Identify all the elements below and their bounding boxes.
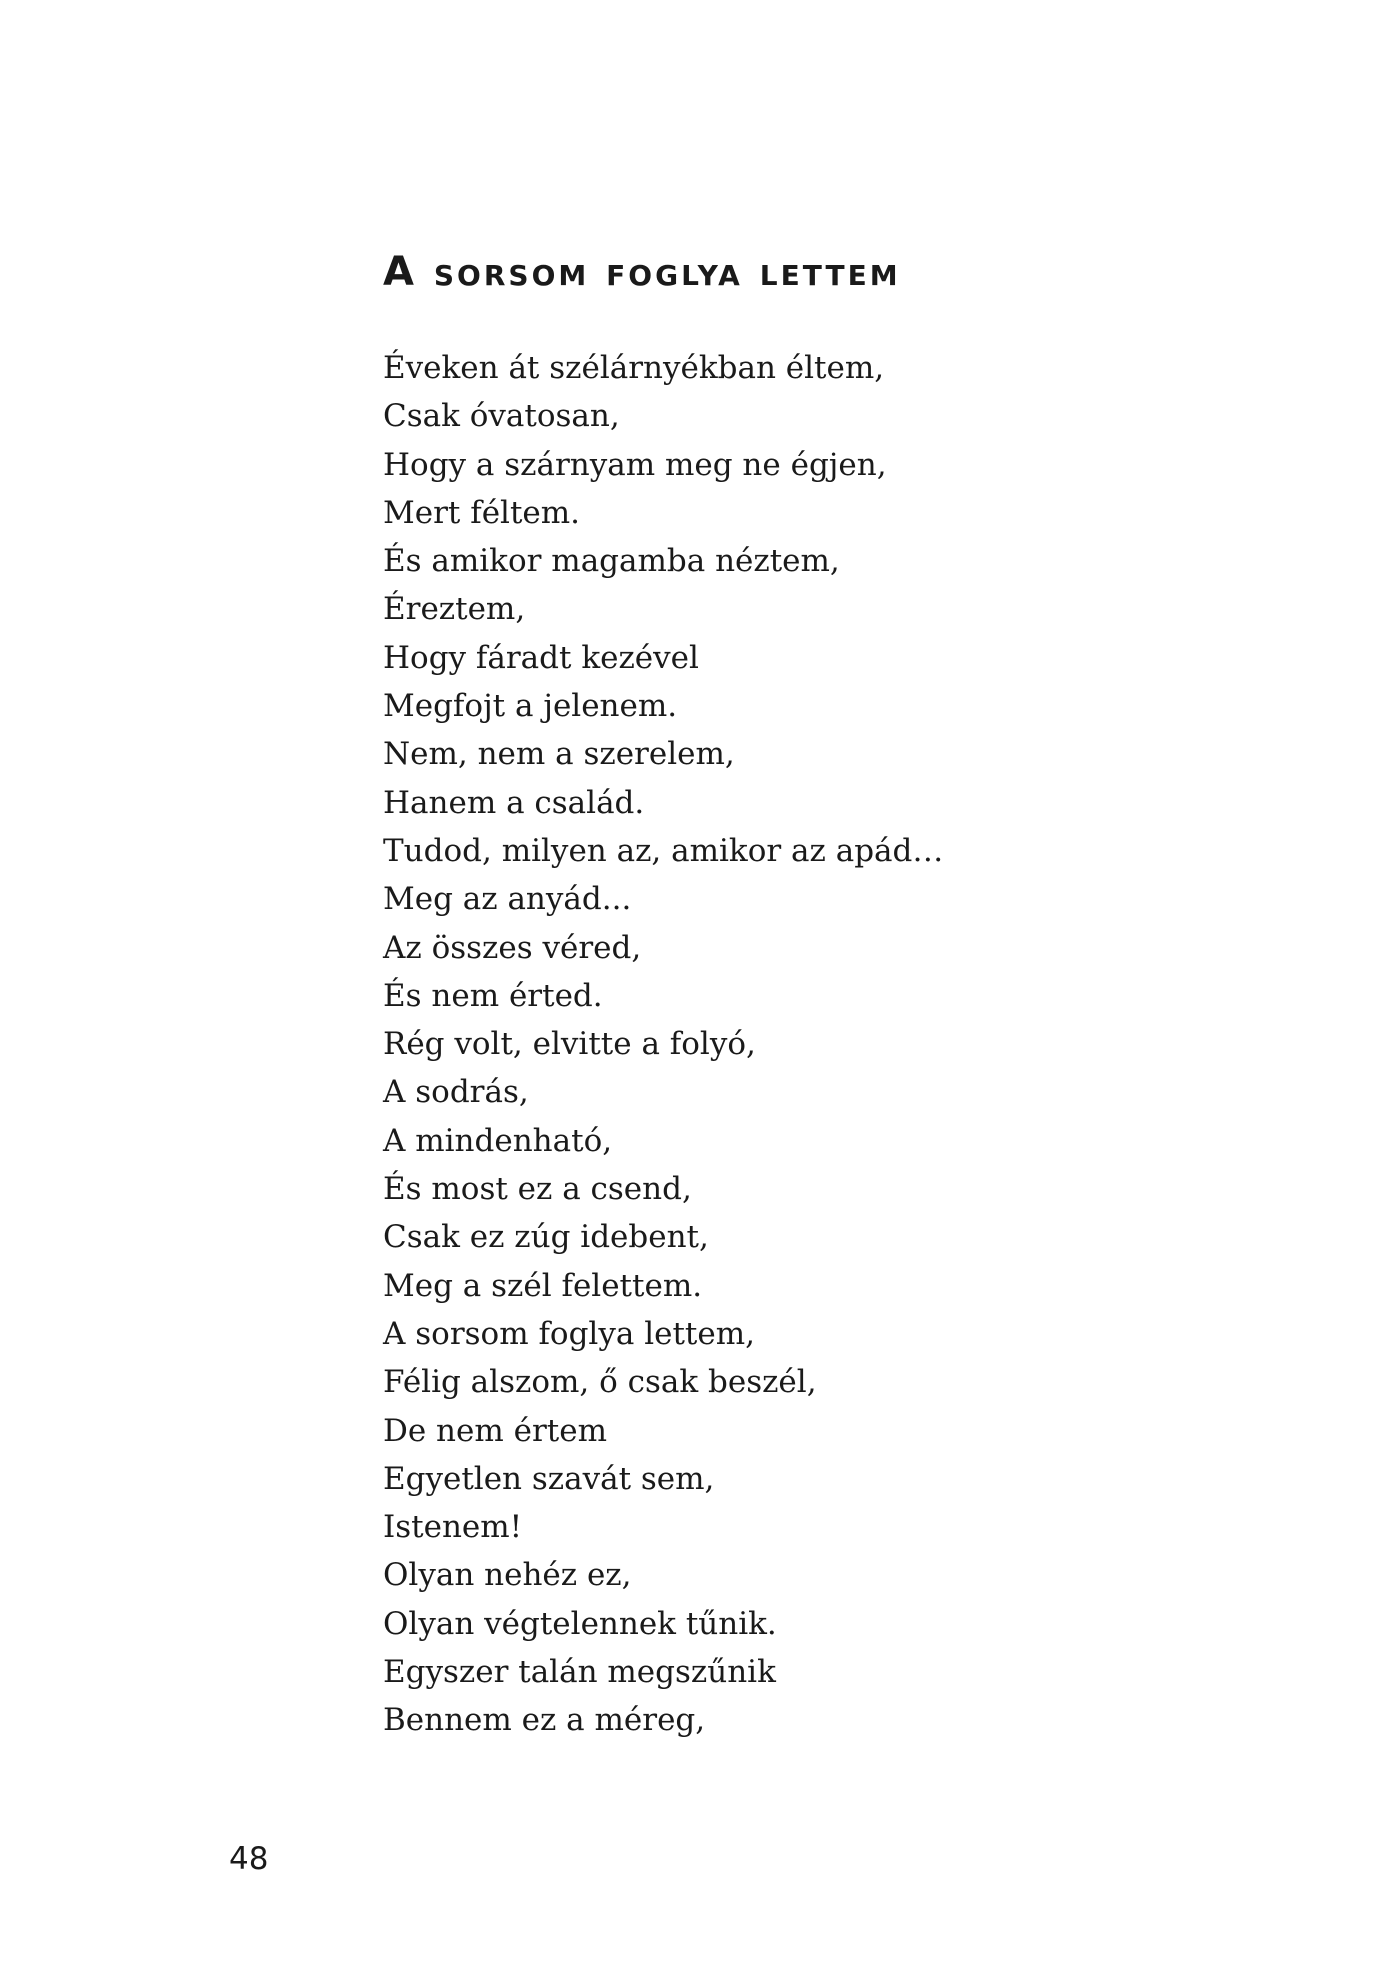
poem-line: Rég volt, elvitte a folyó, <box>383 1026 756 1063</box>
poem-line: Tudod, milyen az, amikor az apád… <box>383 832 944 869</box>
poem-line: Nem, nem a szerelem, <box>383 736 735 773</box>
poem-line: És amikor magamba néztem, <box>383 543 840 580</box>
poem-line: Csak óvatosan, <box>383 398 620 435</box>
poem-line: Meg a szél felettem. <box>383 1267 703 1304</box>
poem-title: A sorsom foglya lettem <box>383 249 901 295</box>
poem-line: Bennem ez a méreg, <box>383 1702 706 1739</box>
poem-line: Éreztem, <box>383 591 526 628</box>
poem-line: Hogy fáradt kezével <box>383 639 699 676</box>
poem-line: Istenem! <box>383 1509 523 1546</box>
poem-body <box>383 344 943 1745</box>
poem-line: Éveken át szélárnyékban éltem, <box>383 350 885 386</box>
poem-line: És most ez a csend, <box>383 1171 692 1208</box>
poem-line: Meg az anyád... <box>383 881 632 918</box>
poem-line: Az összes véred, <box>383 929 642 966</box>
page-number: 48 <box>229 1841 269 1877</box>
poem-line: De nem értem <box>383 1412 607 1449</box>
poem-line: Olyan nehéz ez, <box>383 1557 632 1594</box>
poem-line: Félig alszom, ő csak beszél, <box>383 1364 817 1401</box>
poem-line: Hogy a szárnyam meg ne égjen, <box>383 446 887 483</box>
poem-line: És nem érted. <box>383 977 603 1014</box>
poem-line: Mert féltem. <box>383 494 581 531</box>
poem-line: Hanem a család. <box>383 784 645 821</box>
poem-line: A sorsom foglya lettem, <box>383 1315 755 1352</box>
poem-line: A mindenható, <box>383 1122 613 1159</box>
poem-line: Olyan végtelennek tűnik. <box>383 1605 777 1642</box>
poem-line: Egyszer talán megszűnik <box>383 1654 776 1691</box>
poem-line: Megfojt a jelenem. <box>383 688 678 725</box>
poem-line: Egyetlen szavát sem, <box>383 1460 715 1497</box>
poem-line: A sodrás, <box>383 1074 529 1111</box>
poem-line: Csak ez zúg idebent, <box>383 1219 709 1256</box>
